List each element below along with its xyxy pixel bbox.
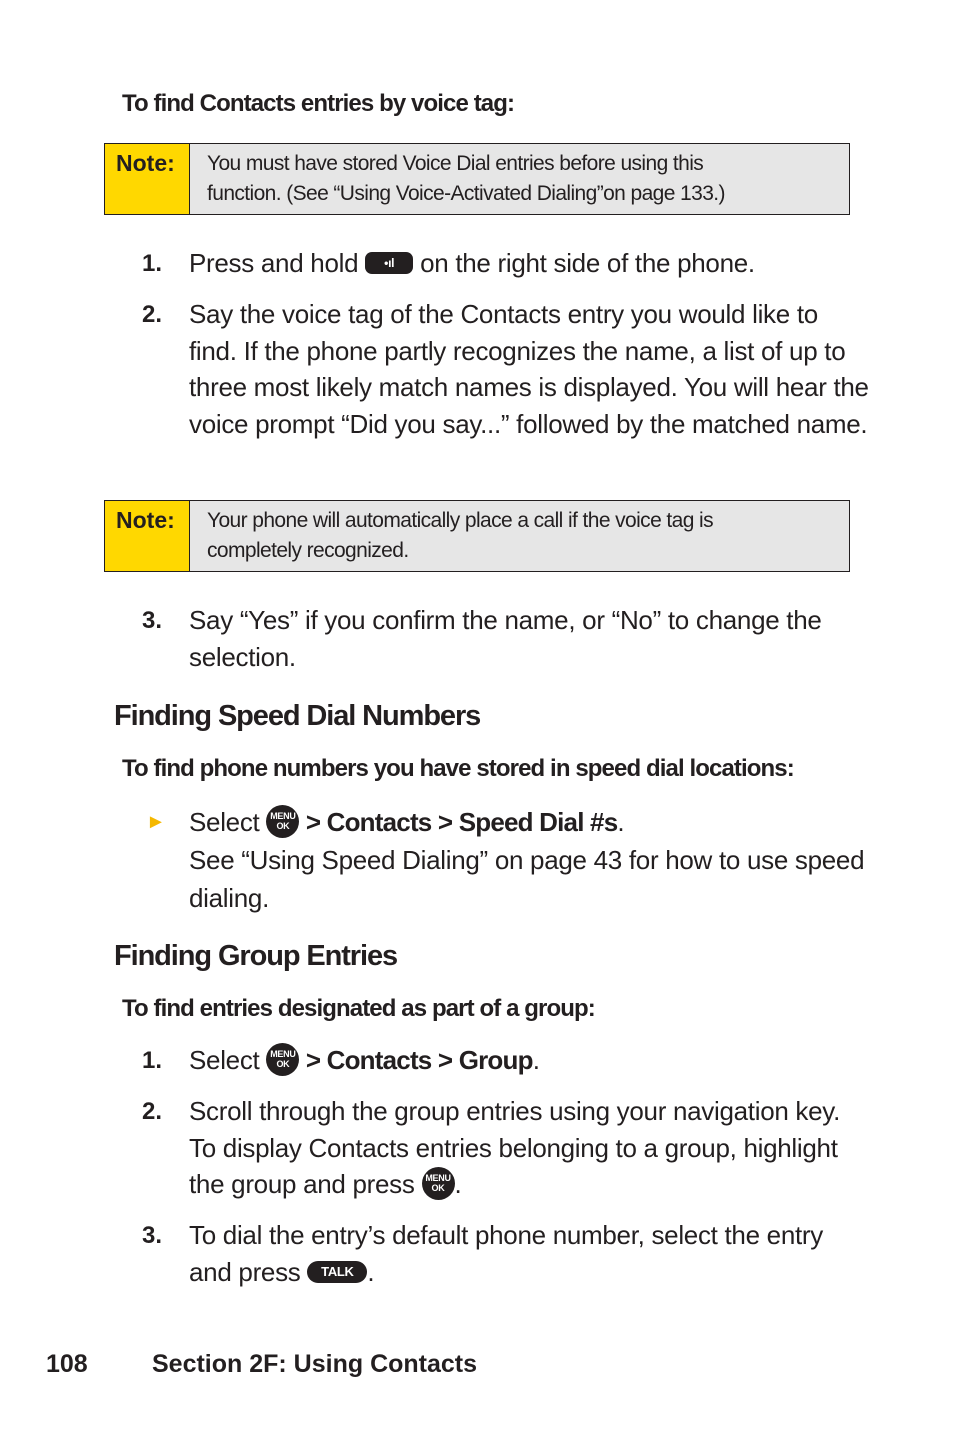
subheading-group: To find entries designated as part of a group:: [122, 995, 595, 1022]
note-text: [190, 144, 725, 214]
step-select-group: [189, 1042, 869, 1079]
heading-speed-dial: Finding Speed Dial Numbers: [114, 700, 481, 732]
step-text: .: [532, 1045, 540, 1075]
menu-path: > Contacts > Speed Dial #s: [299, 807, 618, 837]
subheading-speed-dial: To find phone numbers you have stored in speed dial locations:: [122, 755, 794, 782]
side-voice-key-icon: •ıl: [365, 252, 413, 274]
step-text: on the right side of the phone.: [413, 248, 755, 278]
step-number: 2.: [142, 301, 163, 328]
note-label: Note:: [105, 144, 190, 214]
menu-icon-label: MENU: [270, 1048, 296, 1059]
note-line: completely recognized.: [207, 539, 409, 562]
section-title: Section 2F: Using Contacts: [152, 1350, 478, 1378]
step-text: See “Using Speed Dialing” on page 43 for how to use speed dialing.: [189, 845, 865, 913]
step-number: 1.: [142, 1047, 163, 1074]
step-text: .: [617, 807, 625, 837]
menu-ok-icon: [266, 805, 299, 838]
step-text: Press and hold: [189, 248, 366, 278]
note-box-voice-dial: [104, 143, 850, 215]
subheading-voice-tag: To find Contacts entries by voice tag:: [122, 90, 515, 117]
step-select-speed-dial: [189, 803, 869, 917]
bullet-arrow-icon: ►: [146, 811, 166, 833]
ok-icon-label: OK: [276, 820, 290, 831]
step-number: 3.: [142, 607, 163, 634]
step-text: .: [454, 1169, 462, 1199]
note-line: You must have stored Voice Dial entries before using this: [207, 152, 704, 175]
note-text: [190, 501, 713, 571]
step-text: Select: [189, 807, 267, 837]
menu-ok-icon: [266, 1043, 299, 1076]
talk-key-icon: TALK: [307, 1261, 367, 1283]
page-number: 108: [46, 1350, 88, 1378]
note-line: function. (See “Using Voice-Activated Dialing”on page 133.): [207, 182, 725, 205]
step-text: Select: [189, 1045, 267, 1075]
step-text: .: [367, 1256, 375, 1287]
note-line: Your phone will automatically place a call if the voice tag is: [207, 509, 713, 532]
step-say-voice-tag: Say the voice tag of the Contacts entry you would like to find. If the phone partly recognizes the name, a list of up to three most likely match names is displayed. You will hear the voice prompt “Did you say...” followed by the matched name.: [189, 299, 869, 439]
step-scroll-groups: [189, 1093, 869, 1203]
menu-icon-label: MENU: [425, 1172, 451, 1183]
step-text: To dial the entry’s default phone number, select the entry and press: [189, 1220, 823, 1287]
step-number: 2.: [142, 1098, 163, 1125]
menu-icon-label: MENU: [270, 810, 296, 821]
heading-group: Finding Group Entries: [114, 940, 398, 972]
ok-icon-label: OK: [276, 1058, 290, 1069]
step-number: 1.: [142, 250, 163, 277]
ok-icon-label: OK: [431, 1182, 445, 1193]
step-text: Scroll through the group entries using your navigation key. To display Contacts entries belonging to a group, highlight the group and press: [189, 1096, 840, 1199]
step-confirm-name: Say “Yes” if you confirm the name, or “No” to change the selection.: [189, 605, 822, 672]
menu-path: > Contacts > Group: [299, 1045, 533, 1075]
step-number: 3.: [142, 1222, 163, 1249]
step-dial-entry: [189, 1217, 869, 1290]
note-box-auto-call: [104, 500, 850, 572]
step-press-hold: [189, 245, 869, 282]
menu-ok-icon: [422, 1167, 455, 1200]
note-label: Note:: [105, 501, 190, 571]
